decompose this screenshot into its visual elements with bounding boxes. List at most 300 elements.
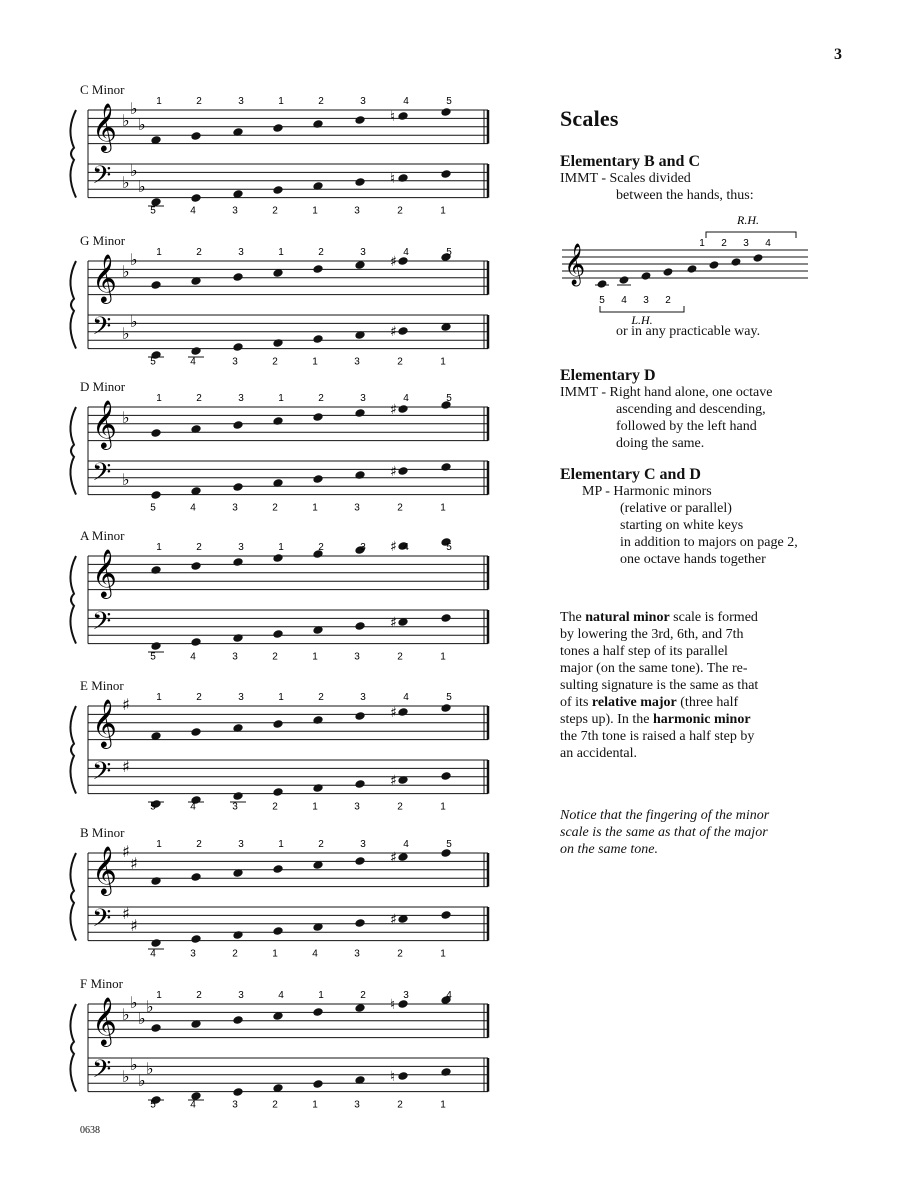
lh-fingering: 2 — [397, 948, 403, 960]
lh-fingering: 3 — [354, 502, 360, 514]
brace — [70, 853, 76, 941]
rh-fingering: 5 — [446, 839, 452, 850]
raised-seventh-accidental: ♮ — [390, 171, 396, 187]
text-span: steps up). In the — [560, 712, 653, 727]
text-span: scale is formed — [669, 610, 758, 625]
rh-fingering: 2 — [196, 542, 202, 553]
scale-title: A Minor — [80, 528, 125, 543]
treble-clef-icon: 𝄞 — [92, 548, 117, 597]
treble-note — [272, 719, 283, 729]
grand-staff — [58, 825, 508, 970]
treble-note — [190, 131, 201, 141]
lh-fingering: 3 — [354, 801, 360, 813]
lh-fingering: 4 — [190, 356, 196, 368]
rh-fingering: 1 — [156, 692, 162, 703]
bass-note — [312, 783, 323, 793]
rh-fingering: 1 — [156, 96, 162, 107]
page-title: Scales — [560, 106, 619, 131]
lh-bracket — [600, 306, 684, 312]
treble-note — [190, 727, 201, 737]
bass-note — [312, 334, 323, 344]
text-line: (relative or parallel) — [620, 501, 732, 516]
lh-fingering: 3 — [232, 356, 238, 368]
lh-fingering: 1 — [440, 356, 446, 368]
brace — [70, 556, 76, 644]
key-signature-accidental: ♭ — [138, 115, 146, 134]
rh-fingering: 1 — [156, 990, 162, 1001]
bass-clef-icon: 𝄢 — [92, 1055, 112, 1090]
rh-fingering: 3 — [360, 393, 366, 404]
lh-label: L.H. — [631, 313, 653, 327]
lh-fingering: 1 — [440, 1099, 446, 1111]
key-signature-accidental: ♭ — [146, 1059, 154, 1078]
example-lh-fingering: 4 — [621, 295, 627, 306]
rh-fingering: 2 — [318, 247, 324, 258]
scale-system — [58, 825, 508, 970]
text-line: doing the same. — [616, 436, 705, 451]
section-heading-elementary-d: Elementary D — [560, 367, 656, 384]
treble-note — [354, 408, 365, 418]
scale-title: B Minor — [80, 825, 125, 840]
text-line: scale is the same as that of the major — [560, 825, 768, 840]
treble-note — [440, 107, 451, 117]
lh-fingering: 2 — [397, 801, 403, 813]
example-note — [687, 264, 698, 274]
treble-note — [150, 876, 161, 886]
example-rh-fingering: 2 — [721, 238, 727, 249]
example-note — [753, 253, 764, 263]
bass-note — [190, 193, 201, 203]
lh-fingering: 2 — [232, 948, 238, 960]
key-signature-accidental: ♭ — [130, 312, 138, 331]
lh-fingering: 3 — [354, 205, 360, 217]
scale-system — [58, 528, 508, 673]
rh-fingering: 3 — [360, 542, 366, 553]
lh-fingering: 2 — [397, 356, 403, 368]
bass-note — [354, 918, 365, 928]
bass-note — [190, 346, 201, 356]
lh-fingering: 4 — [190, 502, 196, 514]
key-signature-accidental: ♯ — [122, 757, 130, 776]
rh-fingering: 3 — [403, 990, 409, 1001]
lh-fingering: 5 — [150, 356, 156, 368]
rh-fingering: 4 — [403, 247, 409, 258]
bass-clef-icon: 𝄢 — [92, 458, 112, 493]
bass-note — [397, 1071, 408, 1081]
lh-fingering: 3 — [354, 356, 360, 368]
lh-fingering: 2 — [397, 1099, 403, 1111]
key-signature-accidental: ♯ — [122, 695, 130, 714]
treble-note — [354, 115, 365, 125]
grand-staff — [58, 82, 508, 227]
rh-fingering: 1 — [278, 692, 284, 703]
raised-seventh-accidental: ♮ — [390, 109, 396, 125]
text-line: on the same tone. — [560, 842, 658, 857]
key-signature-accidental: ♭ — [130, 993, 138, 1012]
text-line: or in any practicable way. — [616, 324, 761, 339]
treble-note — [272, 416, 283, 426]
page-number: 3 — [834, 46, 842, 63]
text-line: an accidental. — [560, 746, 637, 761]
text-line: the 7th tone is raised a half step by — [560, 729, 755, 744]
key-signature-accidental: ♭ — [130, 99, 138, 118]
text-line: Notice that the fingering of the minor — [560, 808, 770, 823]
bass-clef-icon: 𝄢 — [92, 607, 112, 642]
treble-note — [190, 561, 201, 571]
lh-fingering: 2 — [397, 502, 403, 514]
example-note — [619, 275, 630, 285]
example-note — [709, 260, 720, 270]
raised-seventh-accidental: ♯ — [390, 402, 397, 418]
example-rh-fingering: 1 — [699, 238, 705, 249]
key-signature-accidental: ♭ — [138, 1009, 146, 1028]
rh-fingering: 1 — [318, 990, 324, 1001]
section-heading-elementary-b-c: Elementary B and C — [560, 153, 700, 170]
rh-fingering: 2 — [318, 692, 324, 703]
rh-fingering: 2 — [196, 393, 202, 404]
lh-fingering: 1 — [440, 651, 446, 663]
bass-note — [440, 910, 451, 920]
scale-system — [58, 379, 508, 524]
example-lh-fingering: 5 — [599, 295, 605, 306]
example-rh-fingering: 4 — [765, 238, 771, 249]
treble-note — [354, 711, 365, 721]
treble-note — [232, 420, 243, 430]
rh-fingering: 4 — [278, 990, 284, 1001]
bass-note — [397, 326, 408, 336]
treble-clef-icon: 𝄞 — [564, 244, 586, 285]
bass-note — [397, 173, 408, 183]
lh-fingering: 4 — [150, 948, 156, 960]
text-line: ascending and descending, — [616, 402, 766, 417]
bass-note — [232, 482, 243, 492]
rh-bracket — [706, 232, 796, 238]
term-natural-minor: natural minor — [585, 610, 670, 625]
bass-note — [190, 637, 201, 647]
key-signature-accidental: ♭ — [122, 1005, 130, 1024]
bass-clef-icon: 𝄢 — [92, 904, 112, 939]
treble-note — [312, 1007, 323, 1017]
lh-fingering: 5 — [150, 502, 156, 514]
bass-note — [190, 934, 201, 944]
treble-clef-icon: 𝄞 — [92, 845, 117, 894]
brace — [70, 407, 76, 495]
grand-staff — [58, 233, 508, 378]
rh-fingering: 5 — [446, 393, 452, 404]
bass-note — [354, 470, 365, 480]
scale-title: E Minor — [80, 678, 124, 693]
lh-fingering: 1 — [312, 651, 318, 663]
text-line: sulting signature is the same as that — [560, 678, 759, 693]
rh-fingering: 1 — [156, 247, 162, 258]
text-line: between the hands, thus: — [616, 188, 754, 203]
key-signature-accidental: ♭ — [122, 470, 130, 489]
text-line: by lowering the 3rd, 6th, and 7th — [560, 627, 744, 642]
treble-note — [312, 715, 323, 725]
lh-fingering: 1 — [312, 801, 318, 813]
example-staff — [560, 210, 810, 325]
bass-clef-icon: 𝄢 — [92, 161, 112, 196]
key-signature-accidental: ♭ — [146, 997, 154, 1016]
treble-note — [232, 557, 243, 567]
bass-note — [312, 1079, 323, 1089]
example-note — [597, 279, 608, 289]
raised-seventh-accidental: ♯ — [390, 539, 397, 555]
scale-title: C Minor — [80, 82, 125, 97]
key-signature-accidental: ♭ — [122, 324, 130, 343]
key-signature-accidental: ♯ — [130, 854, 138, 873]
lh-fingering: 1 — [312, 356, 318, 368]
bass-note — [440, 771, 451, 781]
rh-fingering: 1 — [156, 839, 162, 850]
raised-seventh-accidental: ♯ — [390, 773, 397, 789]
rh-fingering: 1 — [278, 542, 284, 553]
key-signature-accidental: ♭ — [138, 1071, 146, 1090]
rh-fingering: 2 — [196, 692, 202, 703]
rh-fingering: 5 — [446, 247, 452, 258]
raised-seventh-accidental: ♯ — [390, 464, 397, 480]
treble-note — [150, 1023, 161, 1033]
lh-fingering: 2 — [272, 651, 278, 663]
brace — [70, 261, 76, 349]
treble-note — [272, 123, 283, 133]
lh-fingering: 3 — [354, 948, 360, 960]
lh-fingering: 3 — [354, 651, 360, 663]
bass-note — [272, 338, 283, 348]
treble-note — [397, 707, 408, 717]
rh-fingering: 2 — [318, 393, 324, 404]
bass-note — [440, 1067, 451, 1077]
bass-note — [150, 490, 161, 500]
scale-title: F Minor — [80, 976, 123, 991]
rh-fingering: 5 — [446, 542, 452, 553]
rh-fingering: 4 — [403, 542, 409, 553]
bass-note — [354, 779, 365, 789]
rh-fingering: 1 — [278, 393, 284, 404]
text-line: one octave hands together — [620, 552, 766, 567]
rh-fingering: 3 — [238, 839, 244, 850]
bass-note — [232, 930, 243, 940]
text-line: tones a half step of its parallel — [560, 644, 728, 659]
key-signature-accidental: ♭ — [130, 161, 138, 180]
text-span: (three half — [676, 695, 739, 710]
lh-fingering: 2 — [272, 801, 278, 813]
bass-note — [354, 621, 365, 631]
key-signature-accidental: ♭ — [138, 177, 146, 196]
rh-fingering: 3 — [238, 96, 244, 107]
treble-clef-icon: 𝄞 — [92, 399, 117, 448]
catalog-number: 0638 — [80, 1125, 100, 1136]
treble-note — [354, 856, 365, 866]
rh-fingering: 2 — [196, 839, 202, 850]
bass-note — [272, 787, 283, 797]
lh-fingering: 3 — [190, 948, 196, 960]
key-signature-accidental: ♯ — [122, 904, 130, 923]
rh-fingering: 3 — [238, 692, 244, 703]
term-relative-major: relative major — [591, 695, 677, 710]
rh-fingering: 1 — [156, 393, 162, 404]
rh-fingering: 3 — [360, 692, 366, 703]
grand-staff — [58, 678, 508, 823]
rh-fingering: 1 — [278, 839, 284, 850]
rh-fingering: 2 — [196, 247, 202, 258]
lh-fingering: 5 — [150, 205, 156, 217]
treble-note — [190, 872, 201, 882]
rh-fingering: 4 — [403, 839, 409, 850]
rh-fingering: 2 — [196, 96, 202, 107]
raised-seventh-accidental: ♯ — [390, 254, 397, 270]
treble-note — [312, 412, 323, 422]
lh-fingering: 4 — [190, 205, 196, 217]
treble-note — [150, 280, 161, 290]
text-line: in addition to majors on page 2, — [620, 535, 798, 550]
brace — [70, 1004, 76, 1092]
bass-note — [440, 169, 451, 179]
lh-fingering: 2 — [397, 205, 403, 217]
treble-clef-icon: 𝄞 — [92, 698, 117, 747]
term-harmonic-minor: harmonic minor — [652, 712, 751, 727]
text-line: IMMT - Scales divided — [560, 171, 691, 186]
lh-fingering: 1 — [440, 801, 446, 813]
lh-fingering: 5 — [150, 801, 156, 813]
grand-staff — [58, 379, 508, 524]
raised-seventh-accidental: ♯ — [390, 324, 397, 340]
bass-note — [232, 633, 243, 643]
bass-note — [232, 791, 243, 801]
rh-fingering: 4 — [403, 393, 409, 404]
scale-title: D Minor — [80, 379, 126, 394]
treble-note — [150, 565, 161, 575]
text-line: IMMT - Right hand alone, one octave — [560, 385, 773, 400]
text-line: MP - Harmonic minors — [582, 484, 712, 499]
treble-note — [272, 553, 283, 563]
section-heading-elementary-c-d: Elementary C and D — [560, 466, 701, 483]
key-signature-accidental: ♭ — [122, 262, 130, 281]
example-lh-fingering: 3 — [643, 295, 649, 306]
text-line: starting on white keys — [620, 518, 744, 533]
treble-note — [312, 264, 323, 274]
fingering-notice — [560, 807, 860, 858]
lh-fingering: 3 — [232, 1099, 238, 1111]
scale-system — [58, 976, 508, 1121]
lh-fingering: 3 — [232, 651, 238, 663]
lh-fingering: 1 — [312, 205, 318, 217]
text-line: followed by the left hand — [616, 419, 757, 434]
example-rh-fingering: 3 — [743, 238, 749, 249]
bass-note — [440, 613, 451, 623]
scale-title: G Minor — [80, 233, 126, 248]
scale-system — [58, 678, 508, 823]
raised-seventh-accidental: ♯ — [390, 615, 397, 631]
raised-seventh-accidental: ♮ — [390, 1069, 396, 1085]
treble-clef-icon: 𝄞 — [92, 253, 117, 302]
lh-fingering: 4 — [190, 1099, 196, 1111]
lh-fingering: 3 — [232, 502, 238, 514]
lh-fingering: 1 — [440, 502, 446, 514]
key-signature-accidental: ♭ — [130, 1055, 138, 1074]
rh-fingering: 1 — [156, 542, 162, 553]
treble-note — [440, 703, 451, 713]
bass-note — [150, 938, 161, 948]
rh-fingering: 1 — [278, 96, 284, 107]
lh-fingering: 4 — [312, 948, 318, 960]
bass-note — [232, 342, 243, 352]
example-note — [663, 267, 674, 277]
rh-fingering: 2 — [318, 839, 324, 850]
divided-scale-example — [560, 210, 860, 325]
rh-fingering: 2 — [360, 990, 366, 1001]
lh-fingering: 2 — [272, 205, 278, 217]
example-note — [731, 257, 742, 267]
rh-fingering: 1 — [278, 247, 284, 258]
treble-clef-icon: 𝄞 — [92, 102, 117, 151]
brace — [70, 110, 76, 198]
grand-staff — [58, 528, 508, 673]
treble-note — [150, 428, 161, 438]
bass-note — [354, 177, 365, 187]
lh-fingering: 4 — [190, 651, 196, 663]
key-signature-accidental: ♭ — [122, 173, 130, 192]
lh-fingering: 4 — [190, 801, 196, 813]
treble-note — [232, 1015, 243, 1025]
raised-seventh-accidental: ♯ — [390, 912, 397, 928]
bass-note — [397, 466, 408, 476]
natural-minor-paragraph — [560, 609, 860, 762]
example-lh-fingering: 2 — [665, 295, 671, 306]
grand-staff — [58, 976, 508, 1121]
text-span: of its — [560, 695, 592, 710]
bass-note — [150, 641, 161, 651]
rh-fingering: 3 — [238, 542, 244, 553]
bass-note — [312, 474, 323, 484]
rh-fingering: 5 — [446, 96, 452, 107]
key-signature-accidental: ♭ — [122, 408, 130, 427]
lh-fingering: 1 — [272, 948, 278, 960]
rh-fingering: 3 — [360, 247, 366, 258]
lh-fingering: 2 — [397, 651, 403, 663]
bass-note — [272, 185, 283, 195]
key-signature-accidental: ♯ — [130, 916, 138, 935]
treble-note — [397, 404, 408, 414]
bass-note — [272, 926, 283, 936]
lh-fingering: 3 — [232, 205, 238, 217]
bass-clef-icon: 𝄢 — [92, 757, 112, 792]
rh-fingering: 3 — [238, 247, 244, 258]
lh-fingering: 1 — [440, 205, 446, 217]
bass-clef-icon: 𝄢 — [92, 312, 112, 347]
key-signature-accidental: ♭ — [122, 1067, 130, 1086]
raised-seventh-accidental: ♯ — [390, 705, 397, 721]
key-signature-accidental: ♭ — [130, 250, 138, 269]
lh-fingering: 1 — [312, 1099, 318, 1111]
lh-fingering: 3 — [232, 801, 238, 813]
lh-fingering: 2 — [272, 1099, 278, 1111]
rh-fingering: 2 — [196, 990, 202, 1001]
lh-fingering: 3 — [354, 1099, 360, 1111]
key-signature-accidental: ♭ — [122, 111, 130, 130]
example-note — [641, 271, 652, 281]
scale-system — [58, 82, 508, 227]
treble-clef-icon: 𝄞 — [92, 996, 117, 1045]
rh-fingering: 3 — [238, 393, 244, 404]
rh-fingering: 2 — [318, 542, 324, 553]
scale-system — [58, 233, 508, 378]
rh-fingering: 2 — [318, 96, 324, 107]
text-column — [560, 106, 860, 858]
rh-fingering: 3 — [360, 96, 366, 107]
lh-fingering: 5 — [150, 1099, 156, 1111]
treble-note — [232, 272, 243, 282]
